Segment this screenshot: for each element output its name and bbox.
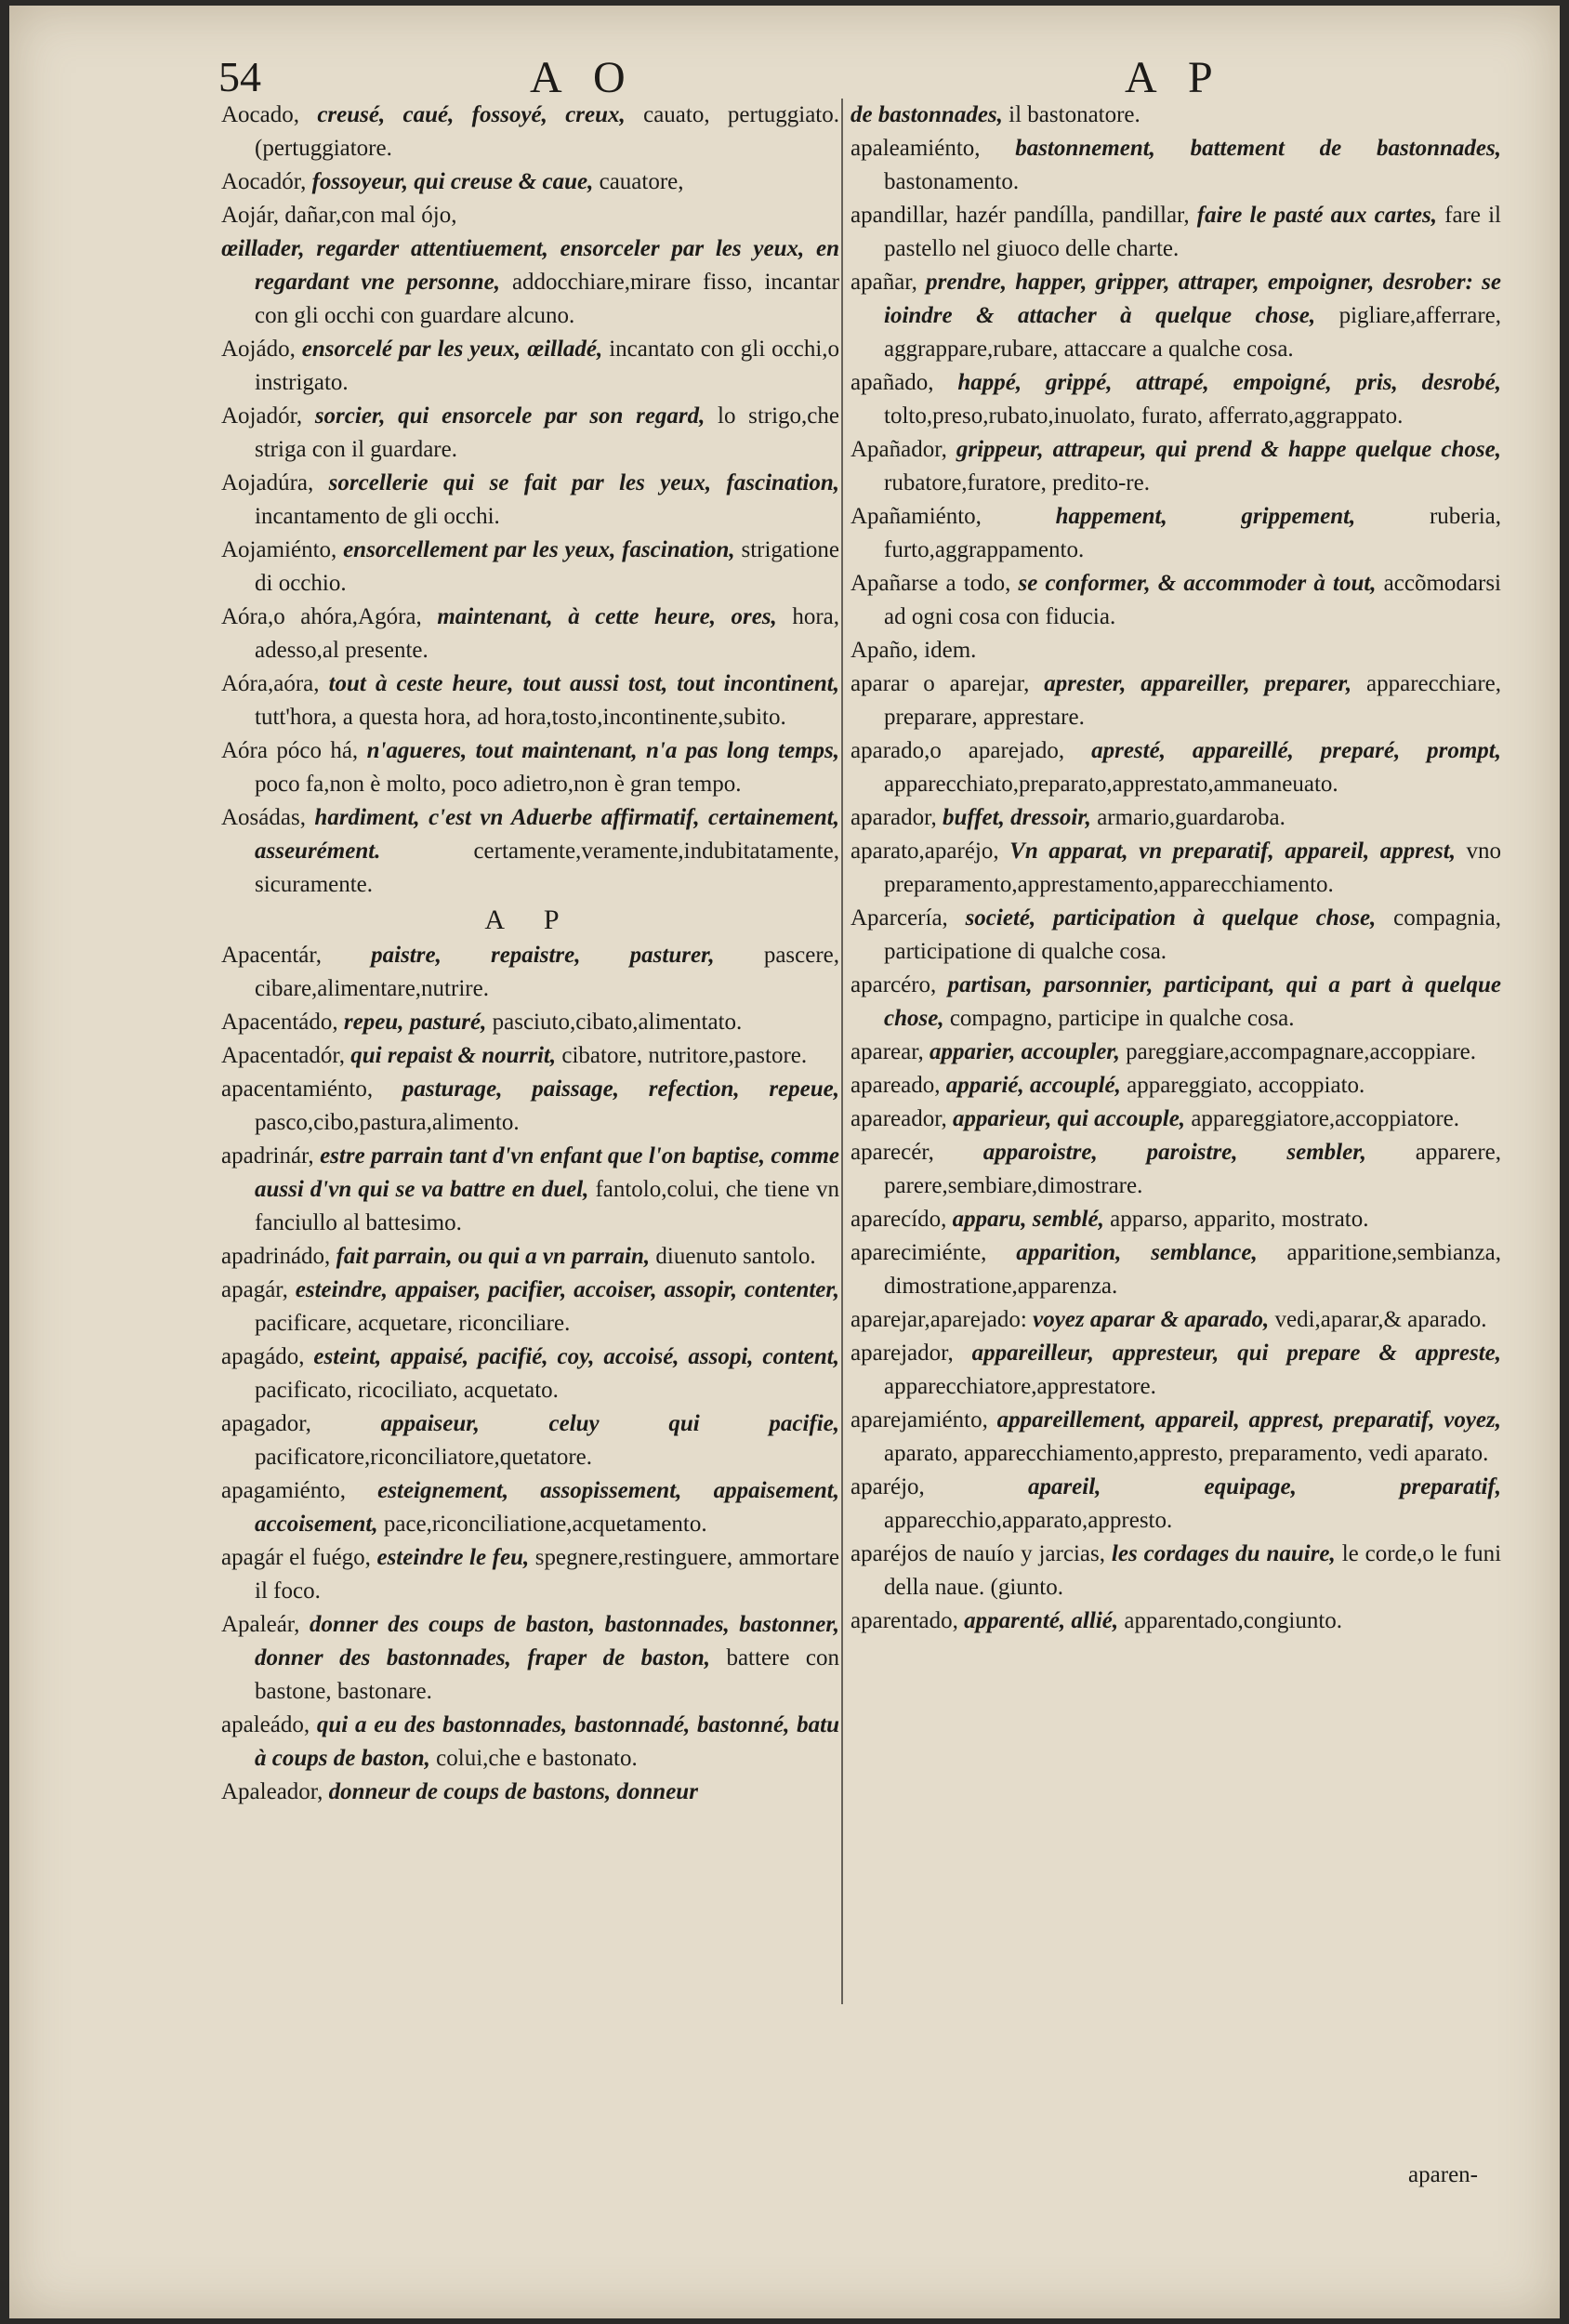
french-gloss: apparition, semblance,: [1016, 1240, 1258, 1265]
italian-gloss: apparso, apparito, mostrato.: [1110, 1207, 1369, 1232]
spanish-headword: aparcéro,: [850, 972, 937, 997]
french-gloss: grippeur, attrapeur, qui prend & happe quelque chose,: [956, 437, 1501, 462]
dictionary-entry: [221, 1006, 839, 1039]
italian-gloss: compagno, participe in qualche cosa.: [949, 1006, 1295, 1031]
spanish-headword: aparecimiénte,: [850, 1240, 987, 1265]
spanish-headword: Aosádas,: [221, 805, 306, 830]
italian-gloss: apparentado,congiunto.: [1124, 1608, 1343, 1633]
dictionary-entry: [221, 1776, 839, 1809]
dictionary-entry: [221, 801, 839, 902]
spanish-headword: aparentado,: [850, 1608, 958, 1633]
dictionary-entry: [221, 232, 839, 333]
french-gloss: apareil, equipage, preparatif,: [1027, 1474, 1502, 1499]
french-gloss: esteindre, appaiser, pacifier, accoiser, assopir, contenter,: [295, 1277, 840, 1302]
italian-gloss: cibatore, nutritore,pastore.: [561, 1043, 808, 1068]
italian-gloss: vedi,aparar,& aparado.: [1274, 1307, 1487, 1332]
right-column: [850, 99, 1501, 1638]
spanish-headword: apacentamiénto,: [221, 1076, 374, 1102]
italian-gloss: hora, adesso,al presente.: [255, 604, 840, 663]
french-gloss: sorcier, qui ensorcele par son regard,: [314, 403, 705, 429]
spanish-headword: aparejamiénto,: [850, 1407, 988, 1433]
italian-gloss: fantolo,colui, che tiene vn fanciullo al battesimo.: [255, 1177, 840, 1235]
dictionary-entry: [850, 1604, 1501, 1638]
french-gloss: apparieur, qui accouple,: [953, 1106, 1186, 1131]
italian-gloss: lo strigo,che striga con il guardare.: [255, 403, 839, 462]
italian-gloss: tolto,preso,rubato,inuolato, furato, afferrato,aggrappato.: [884, 403, 1404, 429]
spanish-headword: Aojádo,: [221, 337, 296, 362]
spanish-headword: Aóra,aóra,: [221, 671, 320, 696]
dictionary-entry: [221, 467, 839, 534]
dictionary-entry: [850, 801, 1501, 835]
spanish-headword: Apañamiénto,: [850, 504, 982, 529]
french-gloss: se conformer, & accommoder à tout,: [1018, 571, 1377, 596]
dictionary-entry: [850, 667, 1501, 734]
italian-gloss: rubatore,furatore, predito-re.: [884, 470, 1150, 495]
dictionary-entry: [850, 1036, 1501, 1069]
spanish-headword: apareador,: [850, 1106, 947, 1131]
spanish-headword: apadrinádo,: [221, 1244, 331, 1269]
french-gloss: qui a eu des bastonnades, bastonnadé, bastonné, batu à coups de baston,: [255, 1712, 840, 1771]
section-heading: A P: [484, 905, 576, 935]
right-column-heading: A P: [1125, 53, 1224, 102]
french-gloss: pasturage, paissage, refection, repeue,: [402, 1076, 840, 1102]
french-gloss: paistre, repaistre, pasturer,: [371, 943, 715, 968]
spanish-headword: apadrinár,: [221, 1143, 314, 1169]
french-gloss: voyez aparar & aparado,: [1033, 1307, 1270, 1332]
french-gloss: fossoyeur, qui creuse & caue,: [311, 169, 594, 194]
italian-gloss: strigatione di occhio.: [255, 537, 840, 596]
spanish-headword: apagamiénto,: [221, 1478, 346, 1503]
italian-gloss: apparitione,sembianza, dimostratione,apparenza.: [884, 1240, 1501, 1299]
dictionary-entry: [221, 534, 839, 601]
italian-gloss: cauato, pertuggiato. (pertuggiatore.: [255, 102, 840, 161]
column-divider: [841, 99, 843, 2004]
spanish-headword: Aojár,: [221, 203, 280, 228]
spanish-headword: aparear,: [850, 1039, 924, 1064]
italian-gloss: apparecchio,apparato,appresto.: [884, 1508, 1173, 1533]
spanish-headword: Apañarse a todo,: [850, 571, 1011, 596]
spanish-headword: aparato,aparéjo,: [850, 838, 999, 864]
dictionary-entry: [850, 1136, 1501, 1203]
spanish-headword: Apaño,: [850, 638, 918, 663]
dictionary-entry: [850, 199, 1501, 266]
dictionary-entry: [850, 969, 1501, 1036]
italian-gloss: spegnere,restinguere, ammortare il foco.: [255, 1545, 839, 1604]
french-gloss: appaiseur, celuy qui pacifie,: [380, 1411, 840, 1436]
spanish-headword: Aojadúra,: [221, 470, 314, 495]
italian-gloss: diuenuto santolo.: [655, 1244, 816, 1269]
french-gloss: estre parrain tant d'vn enfant que l'on baptise, comme aussi d'vn qui se va battre en duel,: [255, 1143, 840, 1202]
dictionary-entry: [850, 1069, 1501, 1103]
italian-gloss: apparere, parere,sembiare,dimostrare.: [884, 1140, 1502, 1198]
italian-gloss: pacificatore,riconciliatore,quetatore.: [255, 1445, 592, 1470]
left-column: [221, 99, 839, 1809]
italian-gloss: armario,guardaroba.: [1097, 805, 1286, 830]
dictionary-entry: [221, 734, 839, 801]
spanish-headword: Aóra póco há,: [221, 738, 359, 763]
french-gloss: n'agueres, tout maintenant, n'a pas long temps,: [366, 738, 840, 763]
dictionary-entry: [850, 366, 1501, 433]
dictionary-entry: [221, 1274, 839, 1340]
dictionary-entry: [850, 1538, 1501, 1604]
italian-gloss: pareggiare,accompagnare,accoppiare.: [1126, 1039, 1476, 1064]
dictionary-entry: [221, 1608, 839, 1709]
italian-gloss: pascere, cibare,alimentare,nutrire.: [255, 943, 840, 1001]
spanish-headword: Aocado,: [221, 102, 299, 127]
spanish-headword: aparado,o aparejado,: [850, 738, 1065, 763]
french-gloss: societé, participation à quelque chose,: [965, 905, 1377, 931]
italian-gloss: pace,riconciliatione,acquetamento.: [383, 1512, 707, 1537]
french-gloss: sorcellerie qui se fait par les yeux, fascination,: [328, 470, 840, 495]
dictionary-entry: [221, 1709, 839, 1776]
french-gloss: de bastonnades,: [850, 102, 1003, 127]
french-gloss: appareilleur, appresteur, qui prepare & appreste,: [971, 1340, 1502, 1366]
italian-gloss: accõmodarsi ad ogni cosa con fiducia.: [884, 571, 1502, 629]
spanish-headword: apagádo,: [221, 1344, 305, 1369]
italian-gloss: certamente,veramente,indubitatamente, sicuramente.: [255, 838, 839, 897]
spanish-headword: aparejar,aparejado:: [850, 1307, 1027, 1332]
dictionary-entry: [850, 634, 1501, 667]
italian-gloss: ruberia, furto,aggrappamento.: [884, 504, 1502, 562]
french-gloss: œillader, regarder attentiuement, ensorceler par les yeux, en regardant vne personne,: [221, 236, 839, 295]
spanish-headword: apandillar, hazér pandílla, pandillar,: [850, 203, 1190, 228]
spanish-headword: aparar o aparejar,: [850, 671, 1030, 696]
spanish-headword: Apacentádo,: [221, 1010, 338, 1035]
spanish-headword: aparador,: [850, 805, 937, 830]
italian-gloss: colui,che e bastonato.: [436, 1746, 638, 1771]
spanish-headword: apañar,: [850, 270, 917, 295]
french-gloss: hardiment, c'est vn Aduerbe affirmatif, certainement, asseurément.: [255, 805, 839, 864]
left-column-heading: A O: [530, 53, 637, 102]
italian-gloss: vno preparamento,apprestamento,apparecchiamento.: [884, 838, 1502, 897]
dictionary-entry: [850, 835, 1501, 902]
french-gloss: fait parrain, ou qui a vn parrain,: [336, 1244, 651, 1269]
dictionary-entry: [221, 1407, 839, 1474]
spanish-headword: Aojamiénto,: [221, 537, 337, 562]
french-gloss: partisan, parsonnier, participant, qui a part à quelque chose,: [884, 972, 1501, 1031]
french-gloss: repeu, pasturé,: [343, 1010, 487, 1035]
italian-gloss: le corde,o le funi della naue. (giunto.: [884, 1541, 1502, 1600]
dictionary-entry: [850, 1203, 1501, 1236]
italian-gloss: apparecchiato,preparato,apprestato,ammaneuato.: [884, 772, 1338, 797]
dictionary-entry: [221, 1240, 839, 1274]
catchword: aparen-: [1408, 2162, 1478, 2187]
french-gloss: Vn apparat, vn preparatif, appareil, apprest,: [1009, 838, 1456, 864]
dictionary-entry: [221, 165, 839, 199]
french-gloss: apparu, semblé,: [952, 1207, 1104, 1232]
dictionary-entry: [221, 400, 839, 467]
italian-gloss: pacificare, acquetare, riconciliare.: [255, 1311, 571, 1336]
italian-gloss: pigliare,afferrare, aggrappare,rubare, attaccare a qualche cosa.: [884, 303, 1501, 362]
dictionary-entry: [221, 199, 839, 232]
dictionary-entry: [221, 99, 839, 165]
dictionary-entry: [850, 266, 1501, 366]
dictionary-entry: [850, 1103, 1501, 1136]
spanish-headword: Aojadór,: [221, 403, 303, 429]
dictionary-entry: [850, 1471, 1501, 1538]
dictionary-entry: [850, 734, 1501, 801]
dictionary-entry: [850, 99, 1501, 132]
dictionary-entry: [850, 902, 1501, 969]
spanish-headword: aparecér,: [850, 1140, 934, 1165]
dictionary-entry: [221, 1340, 839, 1407]
french-gloss: bastonnement, battement de bastonnades,: [1015, 136, 1501, 161]
italian-gloss: poco fa,non è molto, poco adietro,non è gran tempo.: [255, 772, 742, 797]
italian-gloss: cauatore,: [599, 169, 684, 194]
dictionary-entry: [221, 1474, 839, 1541]
french-gloss: prendre, happer, gripper, attraper, empoigner, desrober: se ioindre & attacher à quelque chose,: [884, 270, 1501, 328]
dictionary-entry: [850, 1404, 1501, 1471]
spanish-headword: Apaleár,: [221, 1612, 300, 1637]
italian-gloss: pacificato, ricociliato, acquetato.: [255, 1378, 559, 1403]
french-gloss: apresté, appareillé, preparé, prompt,: [1091, 738, 1501, 763]
italian-gloss: pasco,cibo,pastura,alimento.: [255, 1110, 520, 1135]
spanish-headword: apaleamiénto,: [850, 136, 981, 161]
spanish-headword: apagár el fuégo,: [221, 1545, 371, 1570]
page-number: 54: [218, 53, 261, 100]
spanish-headword: Aparcería,: [850, 905, 948, 931]
spanish-headword: Aóra,o ahóra,Agóra,: [221, 604, 422, 629]
french-gloss: qui repaist & nourrit,: [350, 1043, 557, 1068]
italian-gloss: fare il pastello nel giuoco delle charte.: [884, 203, 1501, 261]
italian-gloss: compagnia, participatione di qualche cosa.: [884, 905, 1502, 964]
spanish-headword: apaleádo,: [221, 1712, 310, 1737]
french-gloss: creusé, caué, fossoyé, creux,: [317, 102, 626, 127]
italian-gloss: battere con bastone, bastonare.: [255, 1645, 839, 1704]
dictionary-entry: [850, 500, 1501, 567]
french-gloss: maintenant, à cette heure, ores,: [437, 604, 777, 629]
italian-gloss: aparato, apparecchiamento,appresto, preparamento, vedi aparato.: [884, 1441, 1489, 1466]
dictionary-entry: [221, 1039, 839, 1073]
french-gloss: apparoistre, paroistre, sembler,: [982, 1140, 1366, 1165]
spanish-headword: apareado,: [850, 1073, 941, 1098]
french-gloss: apparié, accouplé,: [945, 1073, 1121, 1098]
french-gloss: tout à ceste heure, tout aussi tost, tout incontinent,: [328, 671, 839, 696]
spanish-headword: apagár,: [221, 1277, 288, 1302]
spanish-headword: Apacentár,: [221, 943, 322, 968]
french-gloss: apparier, accoupler,: [930, 1039, 1120, 1064]
french-gloss: donneur de coups de bastons, donneur: [328, 1779, 698, 1804]
italian-gloss: appareggiatore,accoppiatore.: [1191, 1106, 1460, 1131]
french-gloss: donner des coups de baston, bastonnades, bastonner, donner des bastonnades, fraper de baston,: [255, 1612, 839, 1670]
dictionary-entry: [221, 333, 839, 400]
italian-gloss: addocchiare,mirare fisso, incantar con gli occhi con guardare alcuno.: [255, 270, 839, 328]
italian-gloss: tutt'hora, a questa hora, ad hora,tosto,incontinente,subito.: [255, 705, 786, 730]
spanish-headword: Apacentadór,: [221, 1043, 345, 1068]
italian-gloss: bastonamento.: [884, 169, 1020, 194]
dictionary-entry: [850, 433, 1501, 500]
french-gloss: ensorcellement par les yeux, fascination,: [343, 537, 735, 562]
italian-gloss: apparecchiatore,apprestatore.: [884, 1374, 1156, 1399]
french-gloss: les cordages du nauire,: [1111, 1541, 1336, 1566]
french-gloss: appareillement, appareil, apprest, preparatif, voyez,: [996, 1407, 1501, 1433]
italian-gloss: il bastonatore.: [1009, 102, 1140, 127]
french-gloss: aprester, appareiller, preparer,: [1044, 671, 1352, 696]
dictionary-entry: [850, 132, 1501, 199]
french-gloss: happement, grippement,: [1055, 504, 1356, 529]
french-gloss: happé, grippé, attrapé, empoigné, pris, desrobé,: [957, 370, 1502, 395]
dictionary-entry: [850, 567, 1501, 634]
italian-gloss: appareggiato, accoppiato.: [1127, 1073, 1365, 1098]
dictionary-entry: [850, 1337, 1501, 1404]
french-gloss: esteindre le feu,: [376, 1545, 530, 1570]
spanish-headword: apañado,: [850, 370, 934, 395]
dictionary-entry: [850, 1303, 1501, 1337]
italian-gloss: apparecchiare, preparare, apprestare.: [884, 671, 1502, 730]
dictionary-page: [9, 6, 1560, 2318]
italian-gloss: dañar,con mal ójo,: [284, 203, 457, 228]
french-gloss: esteint, appaisé, pacifié, coy, accoisé, assopi, content,: [313, 1344, 840, 1369]
spanish-headword: aparecído,: [850, 1207, 947, 1232]
dictionary-entry: [221, 1140, 839, 1240]
italian-gloss: incantato con gli occhi,o instrigato.: [255, 337, 840, 395]
french-gloss: esteignement, assopissement, appaisement, accoisement,: [255, 1478, 840, 1537]
dictionary-entry: [221, 1541, 839, 1608]
dictionary-entry: [221, 1073, 839, 1140]
spanish-headword: Apañador,: [850, 437, 947, 462]
dictionary-entry: [221, 667, 839, 734]
italian-gloss: idem.: [924, 638, 977, 663]
dictionary-entry: [850, 1236, 1501, 1303]
french-gloss: faire le pasté aux cartes,: [1196, 203, 1437, 228]
french-gloss: apparenté, allié,: [964, 1608, 1119, 1633]
spanish-headword: aparéjos de nauío y jarcias,: [850, 1541, 1106, 1566]
italian-gloss: incantamento de gli occhi.: [255, 504, 500, 529]
spanish-headword: Apaleador,: [221, 1779, 323, 1804]
spanish-headword: aparéjo,: [850, 1474, 925, 1499]
spanish-headword: apagador,: [221, 1411, 311, 1436]
french-gloss: ensorcelé par les yeux, œilladé,: [301, 337, 603, 362]
dictionary-entry: [221, 939, 839, 1006]
spanish-headword: Aocadór,: [221, 169, 307, 194]
italian-gloss: pasciuto,cibato,alimentato.: [492, 1010, 743, 1035]
spanish-headword: aparejador,: [850, 1340, 954, 1366]
dictionary-entry: [221, 601, 839, 667]
french-gloss: buffet, dressoir,: [942, 805, 1091, 830]
